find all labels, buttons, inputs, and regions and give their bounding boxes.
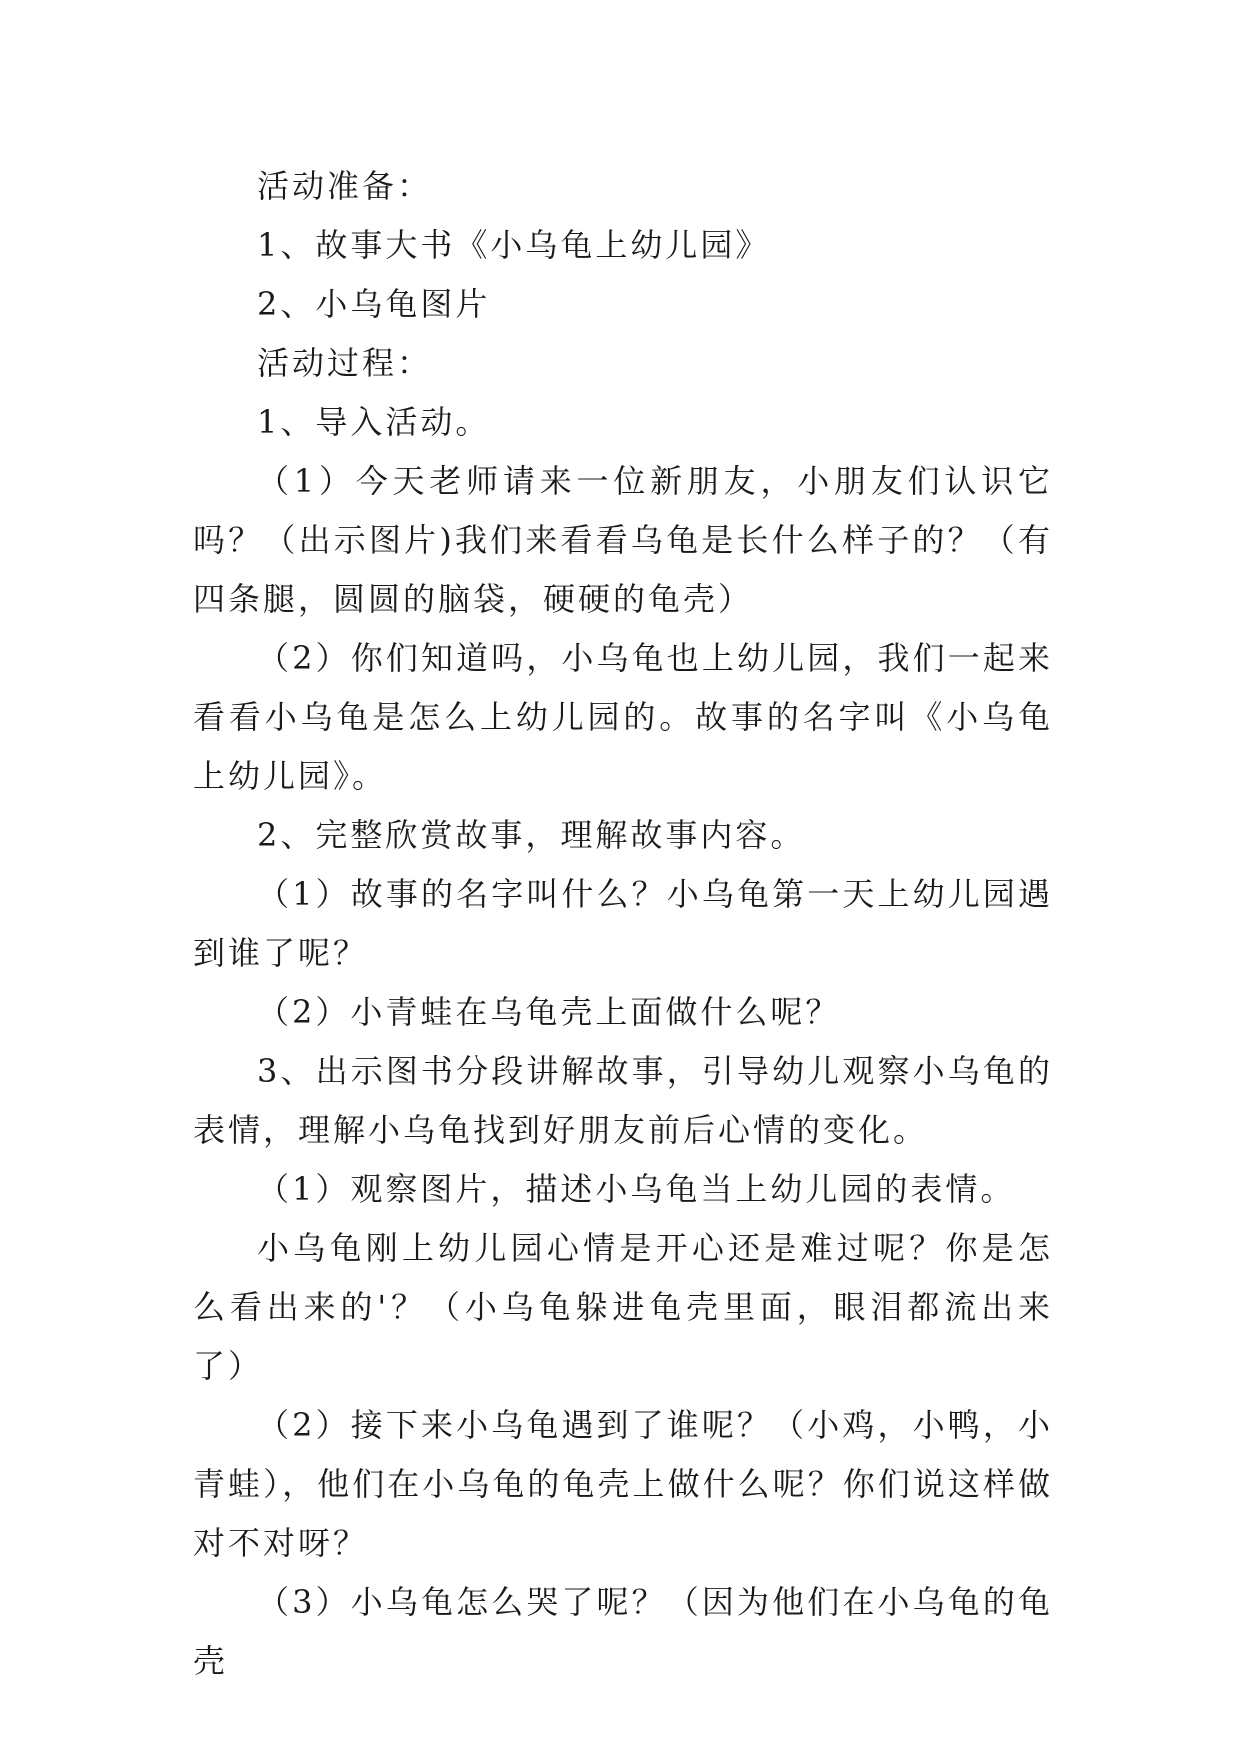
preparation-item: 1、故事大书《小乌龟上幼儿园》 — [257, 226, 771, 264]
section-heading-process: 活动过程： — [257, 344, 433, 382]
body-paragraph: 小乌龟刚上幼儿园心情是开心还是难过呢？你是怎么看出来的'？（小乌龟躲进龟壳里面，眼泪都流出来了） — [193, 1229, 1053, 1385]
body-paragraph: （1）今天老师请来一位新朋友，小朋友们认识它吗？（出示图片)我们来看看乌龟是长什么样子的？（有四条腿，圆圆的脑袋，硬硬的龟壳） — [193, 462, 1053, 618]
body-paragraph: （2）小青蛙在乌龟壳上面做什么呢？ — [257, 993, 841, 1031]
body-paragraph: （1）观察图片，描述小乌龟当上幼儿园的表情。 — [257, 1170, 1016, 1208]
body-paragraph: （1）故事的名字叫什么？小乌龟第一天上幼儿园遇到谁了呢？ — [193, 875, 1053, 972]
preparation-item: 2、小乌龟图片 — [257, 285, 491, 323]
document-body — [193, 157, 1053, 1691]
section-heading-preparation: 活动准备： — [257, 167, 433, 205]
process-step-heading: 3、出示图书分段讲解故事，引导幼儿观察小乌龟的表情，理解小乌龟找到好朋友前后心情的变化。 — [193, 1052, 1053, 1149]
body-paragraph: （2）你们知道吗，小乌龟也上幼儿园，我们一起来看看小乌龟是怎么上幼儿园的。故事的名字叫《小乌龟上幼儿园》。 — [193, 639, 1053, 795]
body-paragraph: （3）小乌龟怎么哭了呢？（因为他们在小乌龟的龟壳 — [193, 1583, 1053, 1680]
process-step-heading: 2、完整欣赏故事，理解故事内容。 — [257, 816, 806, 854]
body-paragraph: （2）接下来小乌龟遇到了谁呢？（小鸡，小鸭，小青蛙），他们在小乌龟的龟壳上做什么呢？你们说这样做对不对呀？ — [193, 1406, 1053, 1562]
process-step-heading: 1、导入活动。 — [257, 403, 491, 441]
